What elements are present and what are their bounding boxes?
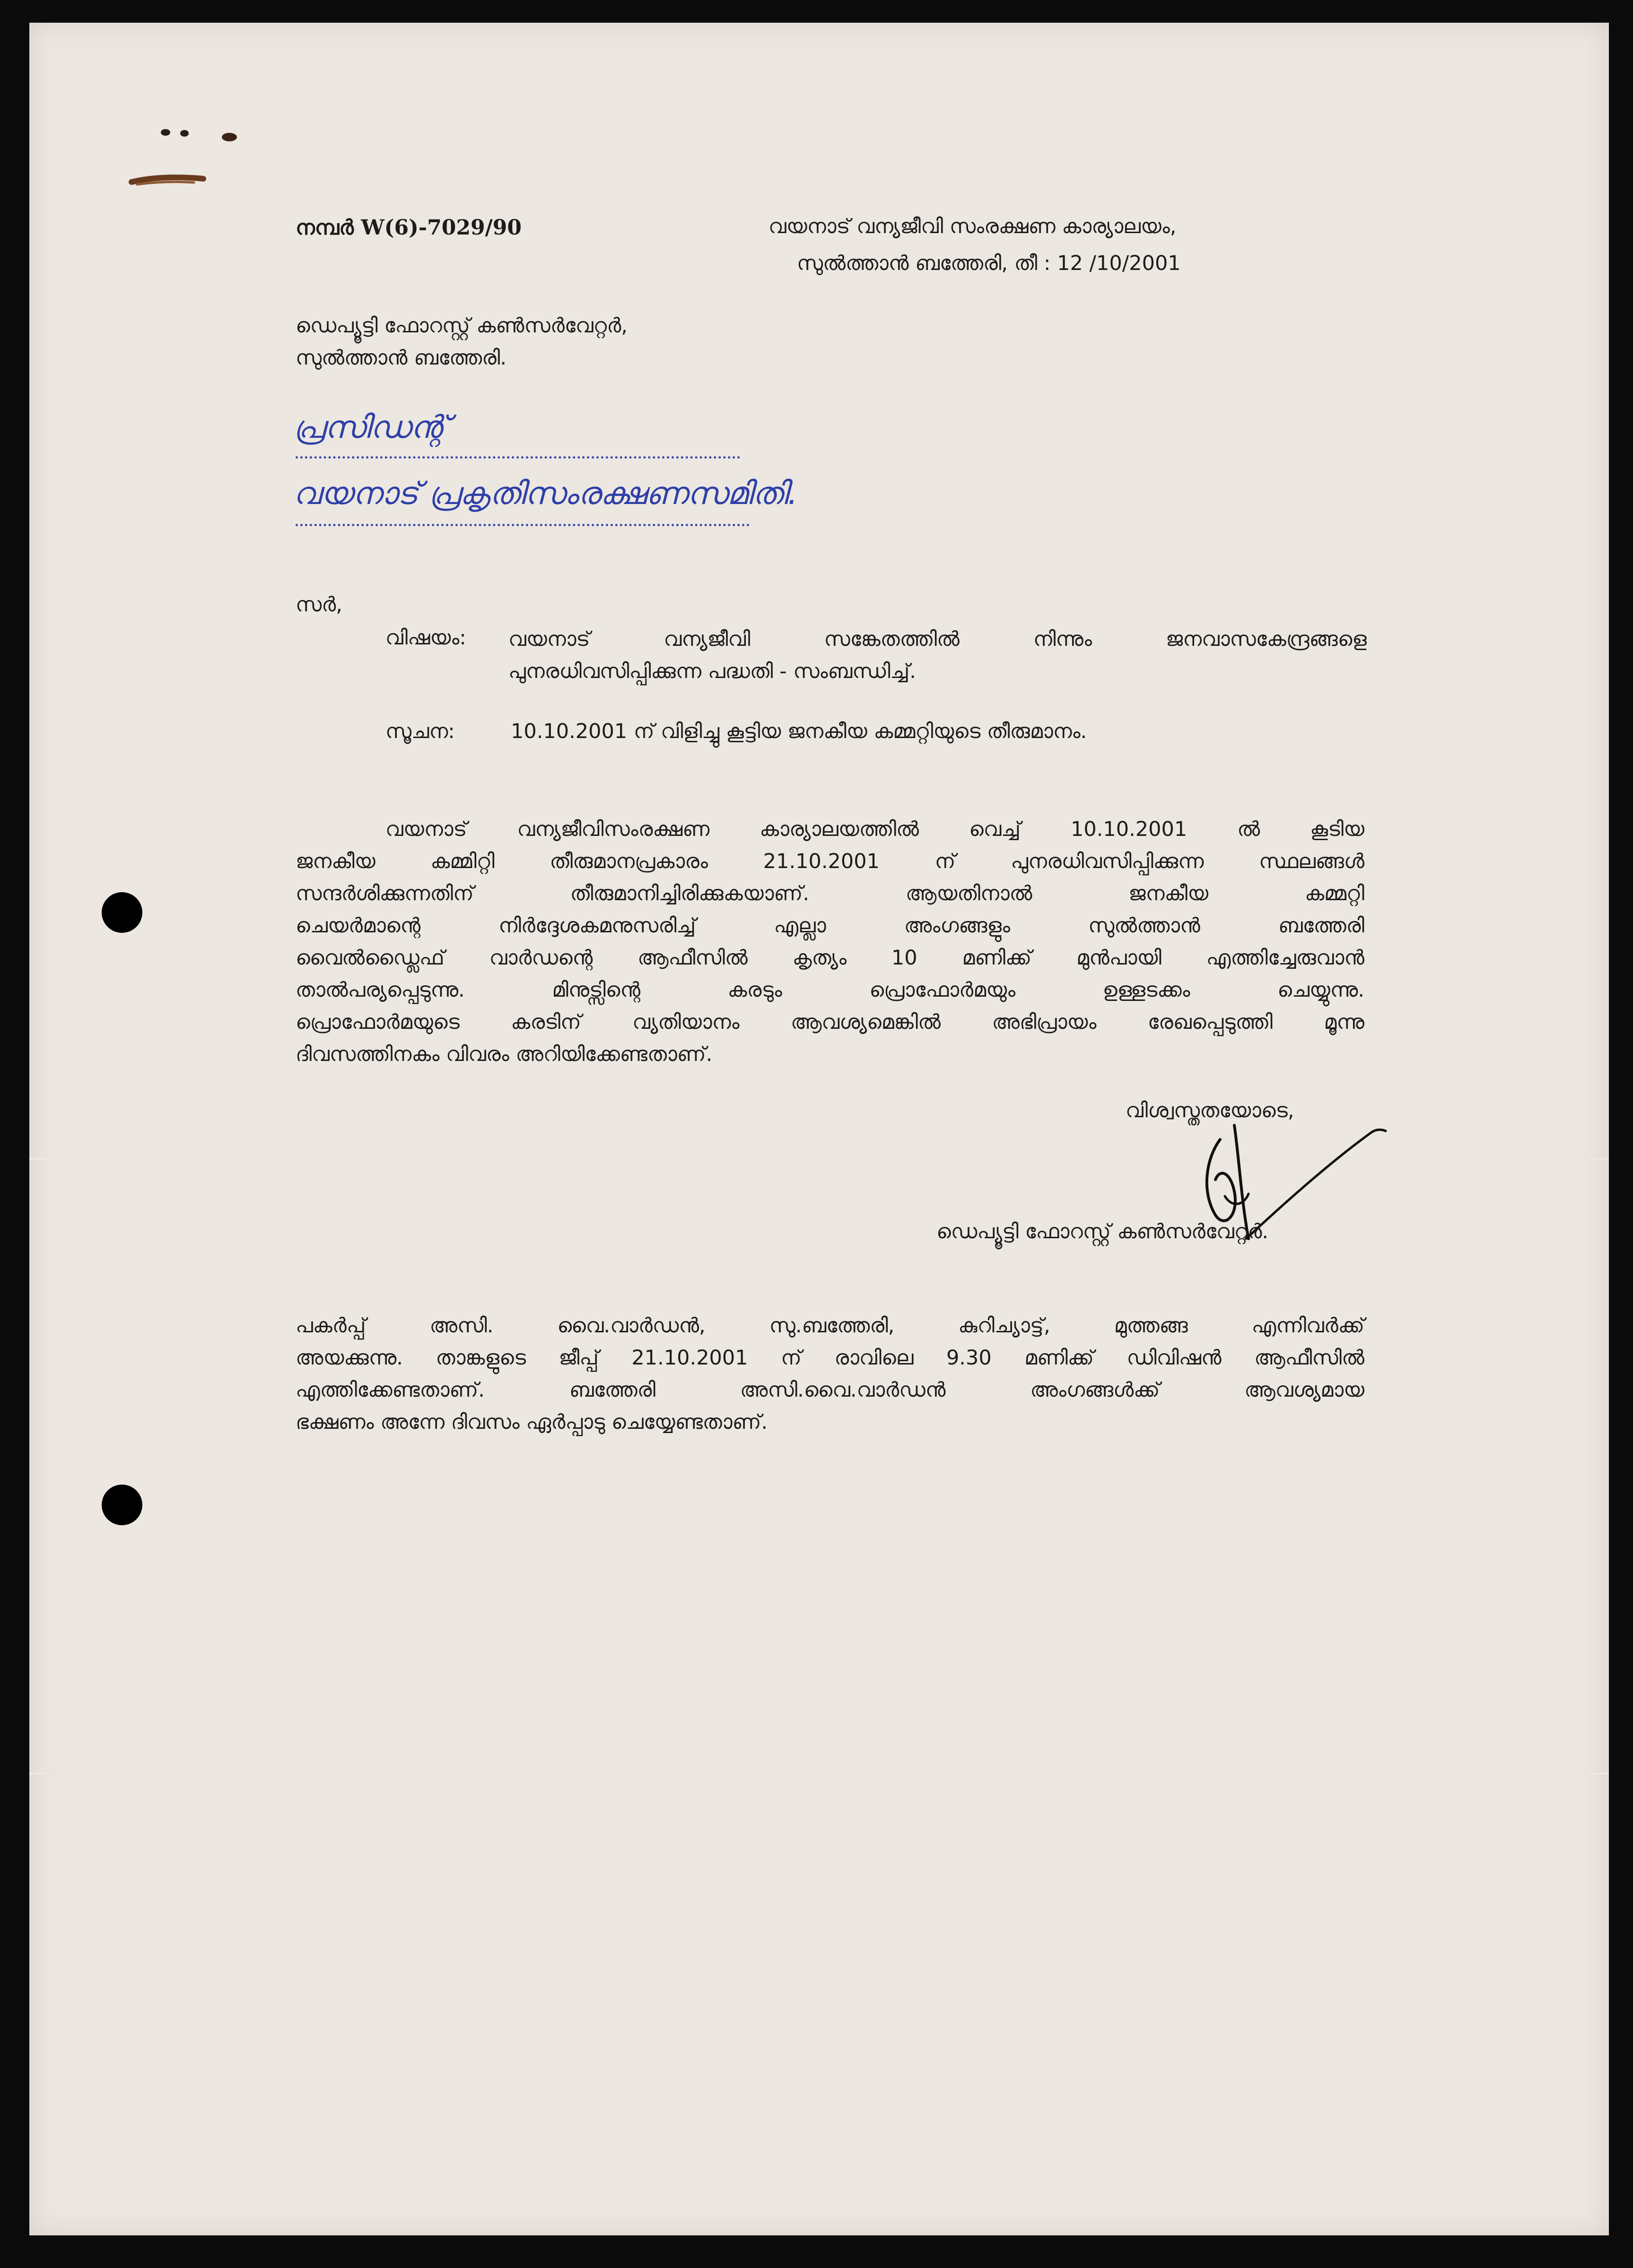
reference-number: നമ്പർ W(6)-7029/90 [296,216,522,240]
staple-stain [123,118,265,203]
addressee-title: ഡെപ്യൂട്ടി ഫോറസ്റ്റ് കൺസർവേറ്റർ, [296,314,628,338]
handwritten-recipient: പ്രസിഡന്റ് [293,409,447,445]
copy-line: പകർപ്പ് അസി. വൈ.വാർഡൻ, സു.ബത്തേരി, കുറിച്യാട്ട്, മുത്തങ്ങ എന്നിവർക്ക് [296,1314,1364,1338]
punch-hole [102,892,142,933]
dotted-rule [296,524,750,526]
fold-crease [29,1772,1609,1775]
subject-text [508,623,1367,687]
handwritten-organisation: വയനാട് പ്രകൃതിസംരക്ഷണസമിതി. [293,475,798,512]
reference-label: സൂചന: [385,720,455,743]
body-line: ചെയർമാന്റെ നിർദ്ദേശകമനുസരിച്ച് എല്ലാ അംഗങ്ങളും സുൽത്താൻ ബത്തേരി [296,914,1364,938]
body-line: വൈൽഡ്ലൈഫ് വാർഡന്റെ ആഫീസിൽ കൃത്യം 10 മണിക്ക് മുൻപായി എത്തിച്ചേരുവാൻ [296,946,1364,970]
body-line: സന്ദർശിക്കുന്നതിന് തീരുമാനിച്ചിരിക്കുകയാണ്. ആയതിനാൽ ജനകീയ കമ്മറ്റി [296,882,1364,905]
copy-line: എത്തിക്കേണ്ടതാണ്. ബത്തേരി അസി.വൈ.വാർഡൻ അംഗങ്ങൾക്ക് ആവശ്യമായ [296,1378,1364,1402]
dotted-rule [296,456,740,459]
body-line: ദിവസത്തിനകം വിവരം അറിയിക്കേണ്ടതാണ്. [296,1043,713,1066]
salutation: സർ, [296,593,342,617]
body-line: വയനാട് വന്യജീവിസംരക്ഷണ കാര്യാലയത്തിൽ വെച്ച് 10.10.2001 ൽ കൂടിയ [385,817,1364,841]
body-line: പ്രൊഫോർമയുടെ കരടിന് വ്യതിയാനം ആവശ്യമെങ്കിൽ അഭിപ്രായം രേഖപ്പെടുത്തി മൂന്നു [296,1010,1364,1034]
closing: വിശ്വസ്തതയോടെ, [1126,1099,1294,1122]
signatory-title: ഡെപ്യൂട്ടി ഫോറസ്റ്റ് കൺസർവേറ്റർ. [936,1220,1269,1243]
office-name: വയനാട് വന്യജീവി സംരക്ഷണ കാര്യാലയം, [768,215,1177,238]
body-paragraph [296,813,1364,1070]
body-line: താൽപര്യപ്പെടുന്നു. മിനുട്സിന്റെ കരടും പ്രൊഫോർമയും ഉള്ളടക്കം ചെയ്യുന്നു. [296,978,1364,1002]
addressee-place: സുൽത്താൻ ബത്തേരി. [296,346,507,370]
copy-paragraph [296,1310,1364,1438]
subject-label: വിഷയം: [385,626,466,650]
body-line: ജനകീയ കമ്മിറ്റി തീരുമാനപ്രകാരം 21.10.2001 ന് പുനരധിവസിപ്പിക്കുന്ന സ്ഥലങ്ങൾ [296,850,1364,873]
office-place-date: സുൽത്താൻ ബത്തേരി, തീ : 12 /10/2001 [797,252,1181,275]
subject-line: പുനരധിവസിപ്പിക്കുന്ന പദ്ധതി - സംബന്ധിച്ച്. [508,660,916,683]
subject-line: വയനാട് വന്യജീവി സങ്കേതത്തിൽ നിന്നും ജനവാസകേന്ദ്രങ്ങളെ [508,627,1367,651]
copy-line: അയക്കുന്നു. താങ്കളുടെ ജീപ്പ് 21.10.2001 ന് രാവിലെ 9.30 മണിക്ക് ഡിവിഷൻ ആഫീസിൽ [296,1346,1364,1370]
reference-text: 10.10.2001 ന് വിളിച്ചു കൂട്ടിയ ജനകീയ കമ്മറ്റിയുടെ തീരുമാനം. [511,720,1087,743]
punch-hole [102,1485,142,1525]
copy-line: ഭക്ഷണം അന്നേ ദിവസം ഏർപ്പാടു ചെയ്യേണ്ടതാണ്. [296,1410,768,1434]
